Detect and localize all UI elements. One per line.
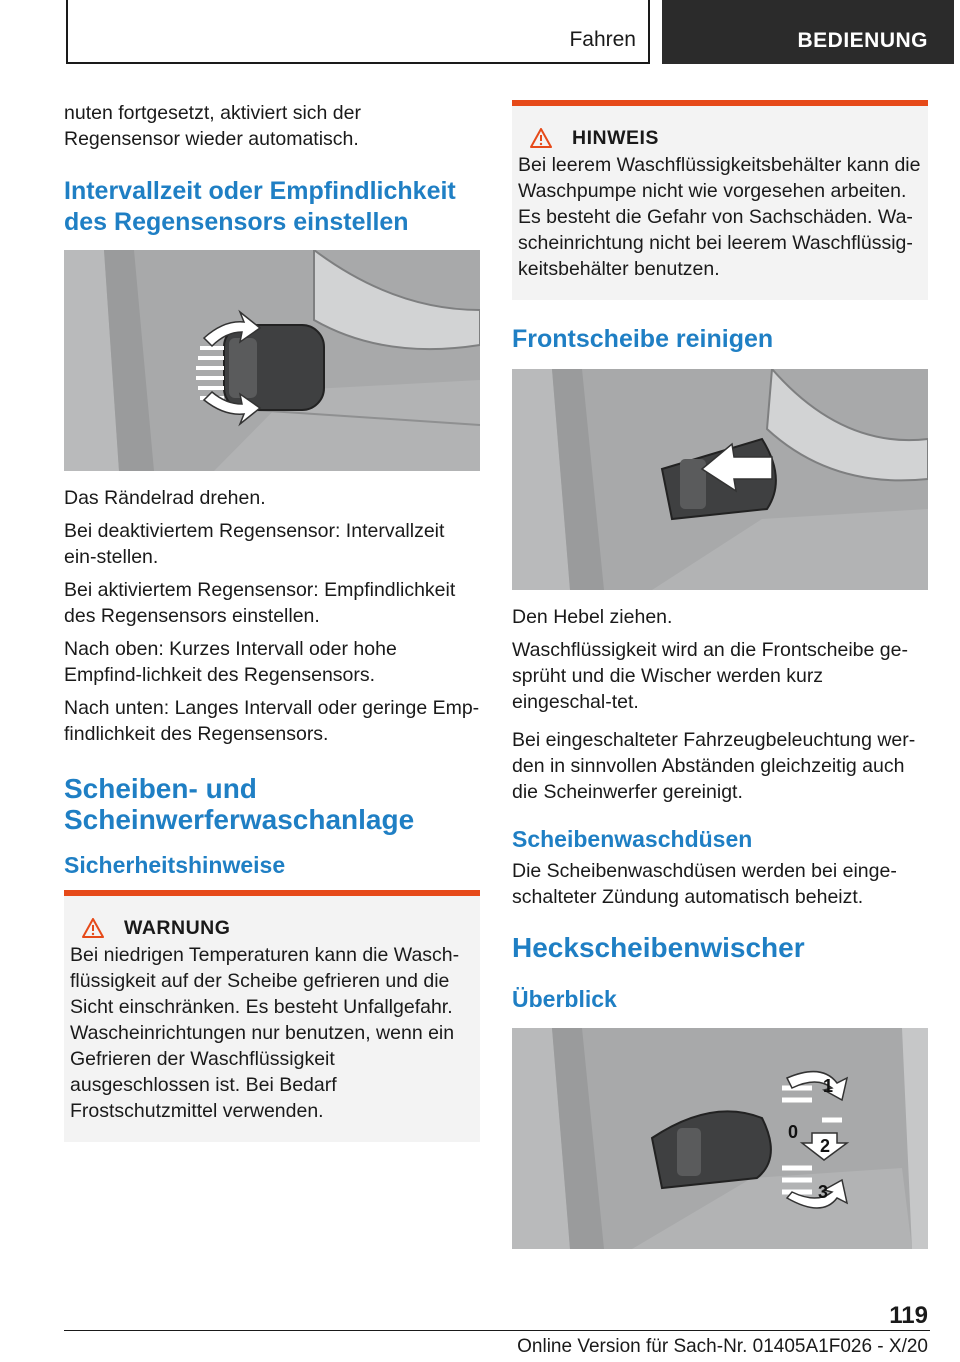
- heading-washer: Scheiben- und Scheinwerferwaschanlage: [64, 773, 415, 835]
- page-number: 119: [889, 1302, 928, 1329]
- warning-box: [64, 890, 480, 1142]
- figure-label-0: 0: [788, 1122, 799, 1142]
- chapter-label: Fahren: [569, 28, 636, 51]
- figure-label-1: 1: [823, 1076, 834, 1096]
- notice-title: HINWEIS: [572, 127, 659, 149]
- intro-text: nuten fortgesetzt, aktiviert sich der Regensensor wieder automatisch.: [64, 102, 361, 150]
- section-label: BEDIENUNG: [797, 29, 928, 52]
- warning-triangle-icon: [82, 918, 104, 938]
- heading-interval: Intervallzeit oder Empfindlichkeit des Regensensors einstellen: [64, 177, 456, 236]
- warning-title: WARNUNG: [124, 917, 231, 939]
- heading-rear: Heckscheibenwischer: [512, 932, 805, 963]
- paragraph: Nach oben: Kurzes Intervall oder hohe Empfind-lichkeit des Regensensors.: [64, 638, 397, 686]
- header-rule-bottom: [66, 62, 650, 64]
- paragraph: Die Scheibenwaschdüsen werden bei einge-schalteter Zündung automatisch beheizt.: [512, 860, 897, 908]
- wiper-lever-pull-illustration: [512, 369, 928, 590]
- paragraph: Waschflüssigkeit wird an die Frontscheibe ge-sprüht und die Wischer werden kurz eingeschal-tet.: [512, 639, 908, 713]
- paragraph: Bei aktiviertem Regensensor: Empfindlichkeit des Regensensors einstellen.: [64, 579, 456, 627]
- header-divider: [648, 0, 650, 64]
- wiper-lever-thumbwheel-illustration: [64, 250, 480, 471]
- footer-text: Online Version für Sach-Nr. 01405A1F026 - X/20: [517, 1336, 928, 1357]
- paragraph: Nach unten: Langes Intervall oder geringe Emp-findlichkeit des Regensensors.: [64, 697, 480, 745]
- paragraph: Das Rändelrad drehen.: [64, 487, 266, 509]
- notice-text: Bei leerem Waschflüssigkeitsbehälter kann die Waschpumpe nicht wie vorgesehen arbeiten. Es besteht die Gefahr von Sachschäden. Wa-scheinrichtung nicht bei leerem Waschflüssig-keitsbehälter benutzen.: [518, 154, 921, 280]
- heading-clean: Frontscheibe reinigen: [512, 325, 774, 353]
- section-tab: [662, 0, 954, 64]
- footer-rule: [64, 1330, 930, 1331]
- left-column: [64, 100, 480, 1142]
- figure-thumbwheel: [64, 250, 480, 471]
- figure-rear-wiper: [512, 1028, 928, 1249]
- paragraph: Bei deaktiviertem Regensensor: Intervallzeit ein-stellen.: [64, 520, 445, 568]
- rear-wiper-lever-positions-illustration: [512, 1028, 928, 1249]
- heading-safety: Sicherheitshinweise: [64, 852, 286, 878]
- header-rule-left: [66, 0, 68, 64]
- right-column: [512, 100, 928, 1249]
- figure-lever-pull: [512, 369, 928, 590]
- paragraph: Den Hebel ziehen.: [512, 606, 673, 628]
- paragraph: Bei eingeschalteter Fahrzeugbeleuchtung wer-den in sinnvollen Abständen gleichzeitig auch die Scheinwerfer gereinigt.: [512, 729, 916, 803]
- heading-overview: Überblick: [512, 986, 617, 1012]
- heading-nozzles: Scheibenwaschdüsen: [512, 826, 753, 852]
- warning-text: Bei niedrigen Temperaturen kann die Wasch-flüssigkeit auf der Scheibe gefrieren und die Sicht einschränken. Es besteht Unfallgefahr. Wascheinrichtungen nur benutzen, wenn ein Gefrieren der Waschflüssigkeit ausgeschlossen ist. Bei Bedarf Frostschutzmittel verwenden.: [70, 944, 460, 1122]
- figure-label-3: 3: [818, 1182, 829, 1202]
- warning-triangle-icon: [530, 128, 552, 148]
- figure-label-2: 2: [820, 1136, 831, 1156]
- notice-box: [512, 100, 928, 300]
